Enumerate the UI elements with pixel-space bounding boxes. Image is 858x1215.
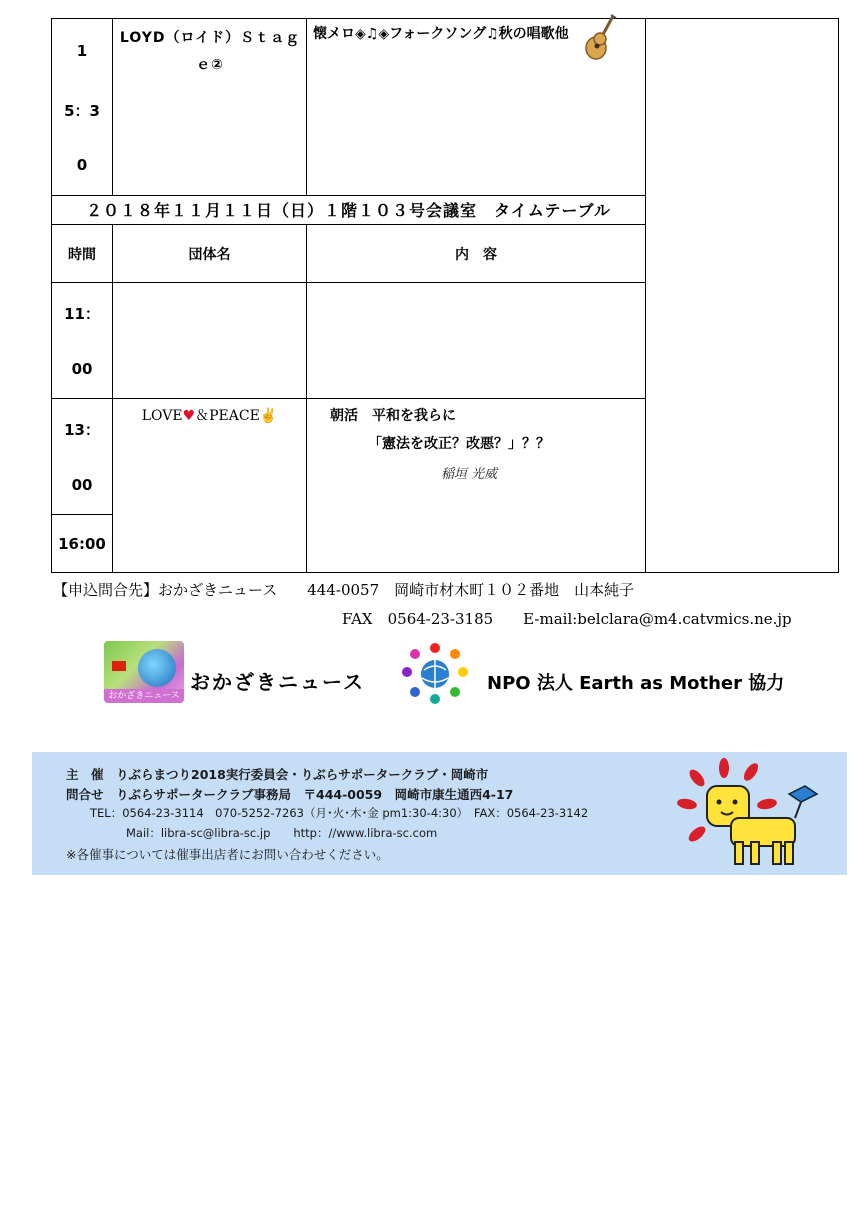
row2-time-b: 00 — [71, 476, 93, 494]
okazaki-news-badge: おかざきニュース — [104, 689, 184, 703]
contact-line2: FAX 0564-23-3185 E-mail:belclara@m4.catvmics.ne.jp — [342, 610, 792, 628]
content-cell: 懐メロ◈♫◈フォークソング♫秋の唱歌他 — [313, 26, 569, 42]
banner-line5: ※各催事については催事出店者にお問い合わせください。 — [66, 847, 389, 862]
time-cell-line2: 5：3 — [64, 102, 100, 120]
okazaki-news-label: おかざきニュース — [190, 670, 365, 694]
row2-time-a: 13： — [64, 421, 100, 439]
banner-line1: 主 催 りぶらまつり2018実行委員会・りぶらサポータークラブ・岡崎市 — [66, 767, 489, 782]
row1-time-a: 11： — [64, 305, 100, 323]
row2-time-c: 16:00 — [58, 535, 106, 553]
time-cell-line3: 0 — [76, 156, 88, 174]
row2-group: LOVE♥＆PEACE✌ — [141, 408, 278, 424]
okazaki-news-logo — [104, 641, 184, 703]
banner-line3: TEL：0564-23-3114 070-5252-7263（月･火･木･金 pm1:30-4:30） FAX：0564-23-3142 — [90, 806, 589, 820]
guitar-icon — [583, 14, 619, 62]
time-cell-line1: 1 — [76, 42, 88, 60]
banner-line4: Mail：libra-sc@libra-sc.jp http：//www.libra-sc.com — [126, 826, 438, 840]
row2-content-line2: 「憲法を改正？改悪？」？？ — [368, 436, 550, 452]
npo-label: NPO 法人 Earth as Mother 協力 — [487, 673, 785, 694]
earth-as-mother-logo — [400, 640, 470, 704]
row2-content-line1: 朝活 平和を我らに — [330, 408, 456, 424]
timetable-title: ２０１８年１１月１１日（日）１階１０３号会議室 タイムテーブル — [86, 201, 611, 220]
header-group: 団体名 — [188, 247, 231, 263]
header-content: 内 容 — [455, 247, 497, 263]
contact-line1: 【申込問合先】おかざきニュース 444-0057 岡崎市材木町１０２番地 山本純子 — [53, 581, 635, 599]
row1-time-b: 00 — [71, 360, 93, 378]
lion-mascot-icon — [669, 756, 821, 872]
header-time: 時間 — [68, 247, 96, 263]
group-name-cell: LOYD（ロイド）Ｓｔａｇｅ② — [119, 30, 301, 73]
footer-banner — [32, 752, 847, 875]
banner-line2: 問合せ りぶらサポータークラブ事務局 〒444-0059 岡崎市康生通西4-17 — [66, 787, 514, 802]
row2-content-line3: 稲垣 光威 — [441, 467, 498, 482]
